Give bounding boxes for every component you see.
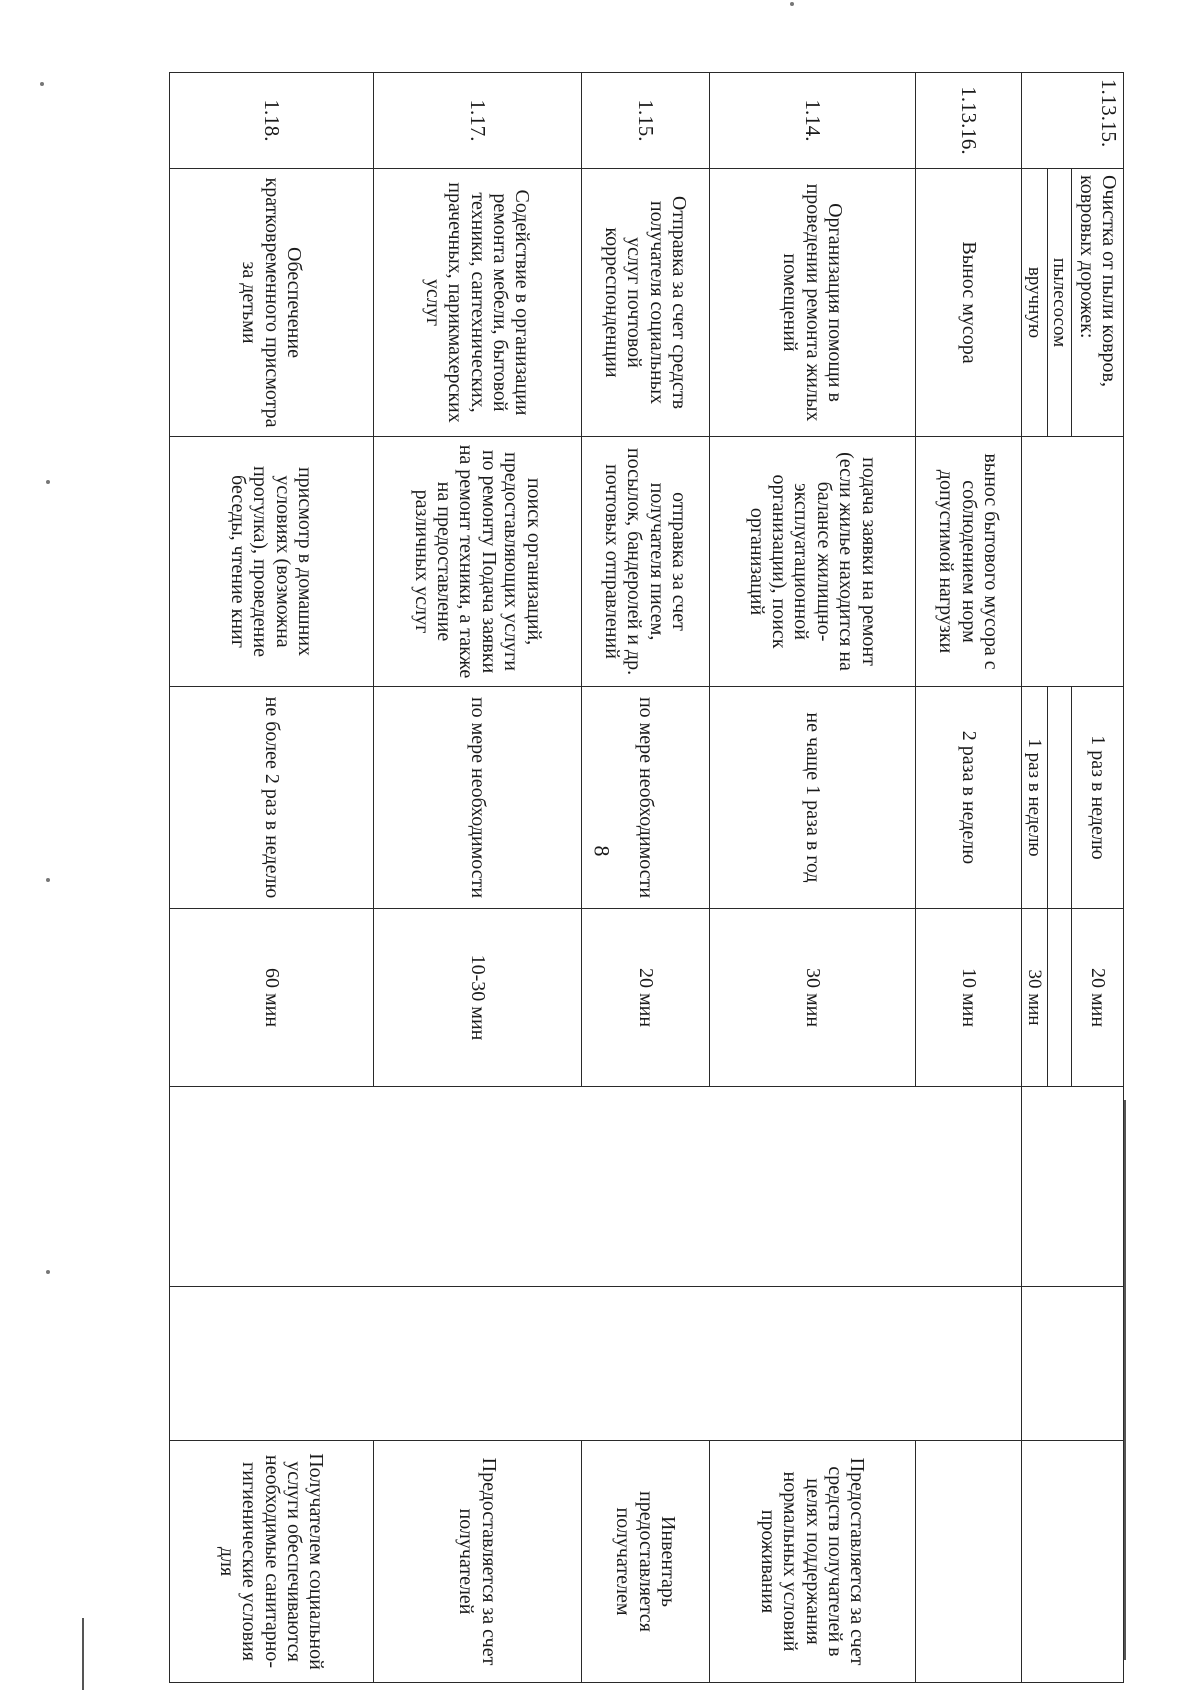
scan-edge-line (1124, 1100, 1126, 1660)
empty-cell (169, 1287, 1021, 1441)
service-name: Отправка за счет средств получателя социальных услуг почтовой корреспонденции (581, 169, 709, 437)
service-subitem: вручную (1021, 169, 1047, 437)
service-conditions: Предоставляется за счет средств получателей в целях поддержания нормальных условий проживания (709, 1441, 915, 1683)
row-number: 1.14. (709, 73, 915, 169)
scan-mark (790, 2, 794, 6)
service-duration: 10 мин (915, 909, 1021, 1087)
service-conditions: Предоставляется за счет получателей (373, 1441, 581, 1683)
service-frequency: 1 раз в неделю (1072, 687, 1124, 909)
table-row (373, 73, 581, 1683)
table-row (1072, 73, 1124, 1683)
service-duration: 30 мин (709, 909, 915, 1087)
service-conditions: Получателем социальной услуги обеспечиваются необходимые санитарно-гигиенические условия для (169, 1441, 373, 1683)
service-frequency: не более 2 раз в неделю (169, 687, 373, 909)
service-duration: 20 мин (1072, 909, 1124, 1087)
service-duration: 60 мин (169, 909, 373, 1087)
service-subitem: пылесосом (1047, 169, 1071, 437)
service-content: вынос бытового мусора с соблюдением норм допустимой нагрузки (915, 437, 1021, 687)
service-name: Очистка от пыли ковров, ковровых дорожек: (1072, 169, 1124, 437)
row-number: 1.13.15. (1021, 73, 1123, 169)
table-row (581, 73, 709, 1683)
service-duration: 30 мин (1021, 909, 1047, 1087)
rotated-table-container (80, 72, 1124, 1682)
scan-mark (46, 878, 50, 882)
service-content (1021, 437, 1123, 687)
row-number: 1.15. (581, 73, 709, 169)
service-duration: 20 мин (581, 909, 709, 1087)
service-content: отправка за счет получателя писем, посылок, бандеролей и др. почтовых отправлений (581, 437, 709, 687)
service-frequency (1047, 687, 1071, 909)
service-frequency: 1 раз в неделю (1021, 687, 1047, 909)
service-volume (169, 1087, 1021, 1287)
table-row (915, 73, 1021, 1683)
empty-cell (1021, 1287, 1123, 1441)
service-frequency: 2 раза в неделю (915, 687, 1021, 909)
service-duration: 10-30 мин (373, 909, 581, 1087)
scan-edge-line (82, 1618, 84, 1690)
row-number: 1.18. (169, 73, 373, 169)
service-frequency: не чаще 1 раза в год (709, 687, 915, 909)
service-content: подача заявки на ремонт (если жилье находится на балансе жилищно-эксплуатационной организации), поиск организаций (709, 437, 915, 687)
service-name: Содействие в организации ремонта мебели, бытовой техники, сантехнических, прачечных, парикмахерских услуг (373, 169, 581, 437)
services-table (169, 72, 1124, 1683)
service-conditions (915, 1441, 1021, 1683)
service-name: Обеспечение кратковременного присмотра за детьми (169, 169, 373, 437)
service-duration (1047, 909, 1071, 1087)
service-name: Организация помощи в проведении ремонта жилых помещений (709, 169, 915, 437)
table-row (709, 73, 915, 1683)
row-number: 1.13.16. (915, 73, 1021, 169)
service-content: присмотр в домашних условиях (возможна прогулка), проведение беседы, чтение книг (169, 437, 373, 687)
service-name: Вынос мусора (915, 169, 1021, 437)
service-frequency: по мере необходимости (581, 687, 709, 909)
service-content: поиск организаций, предоставляющих услуги по ремонту Подача заявки на ремонт техники, а также на предоставление различных услуг (373, 437, 581, 687)
service-conditions: Инвентарь предоставляется получателем (581, 1441, 709, 1683)
page-number: 8 (589, 845, 615, 857)
table-row (169, 73, 373, 1683)
service-volume (1021, 1087, 1123, 1287)
scan-mark (46, 1270, 50, 1274)
service-frequency: по мере необходимости (373, 687, 581, 909)
row-number: 1.17. (373, 73, 581, 169)
service-conditions (1021, 1441, 1123, 1683)
scan-mark (40, 82, 44, 86)
scan-mark (46, 480, 50, 484)
